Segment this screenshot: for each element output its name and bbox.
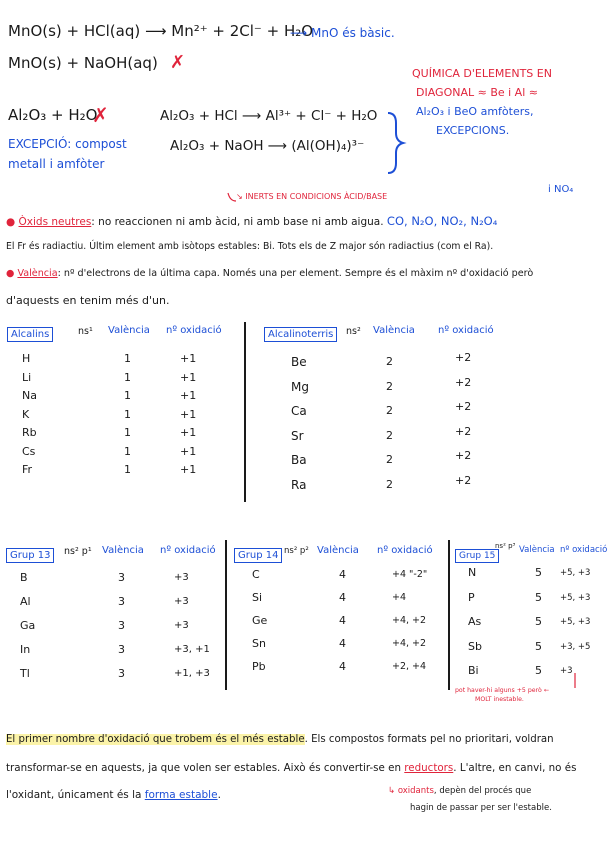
alcalins-valencies	[124, 350, 131, 480]
ox-value: +3	[174, 620, 189, 631]
ox-value: +3, +1	[174, 644, 210, 655]
bullet-icon: ●	[6, 268, 15, 279]
valencia-value: 1	[124, 426, 131, 439]
bottom-text: . Els compostos formats pel no prioritari, voldran	[304, 734, 554, 745]
valencia-value: 2	[386, 379, 393, 393]
ox-value: +1	[180, 389, 197, 402]
element-symbol: Ba	[291, 453, 307, 467]
reaction-mno-naoh: MnO(s) + NaOH(aq)	[8, 54, 158, 72]
ox-value: +3, +5	[560, 641, 591, 652]
element-symbol: Si	[252, 591, 263, 604]
grup15-valencia-header: València	[519, 545, 555, 555]
radioactive-line: El Fr és radiactiu. Últim element amb isòtops estables: Bi. Tots els de Z major són radiactius (com el Ra).	[6, 241, 494, 252]
diagonal-note-line: EXCEPCIONS.	[436, 124, 510, 137]
alcalinoterris-header	[264, 322, 337, 341]
diagonal-note	[412, 64, 552, 140]
diagonal-note-line: Al₂O₃ i BeO amfòters,	[416, 105, 534, 118]
bi-note-line: pot haver-hi alguns +5 però ←	[455, 687, 549, 694]
element-symbol: Fr	[22, 463, 33, 476]
oxidants-text: , depèn del procés que	[433, 786, 532, 796]
valencia-value: 3	[118, 595, 125, 608]
grup13-valencies	[118, 566, 125, 686]
reaction-al2o3-hcl: Al₂O₃ + HCl ⟶ Al³⁺ + Cl⁻ + H₂O	[160, 108, 378, 124]
element-symbol: Be	[291, 355, 307, 369]
valencia-value: 1	[124, 389, 131, 402]
diagonal-note-red: DIAGONAL ≈ Be i Al ≈	[416, 86, 538, 99]
bottom-line-2	[6, 762, 576, 774]
element-symbol: Li	[22, 370, 32, 384]
bottom-text: . L'altre, en canvi, no és	[453, 762, 577, 774]
valencia-value: 1	[124, 444, 131, 458]
ox-value: +3	[174, 572, 189, 583]
grup13-ox-header: nº oxidació	[160, 545, 216, 556]
ox-value: +2	[455, 473, 472, 487]
element-symbol: Mg	[291, 379, 309, 394]
element-symbol: Ca	[291, 404, 307, 418]
grup13-valencia-header: València	[102, 545, 144, 556]
alcalinoterris-valencies	[386, 350, 393, 497]
valencia-value: 1	[124, 463, 131, 476]
curly-brace	[388, 113, 403, 173]
reaction-al2o3-h2o: Al₂O₃ + H₂O	[8, 106, 98, 124]
valencia-value: 3	[118, 619, 125, 632]
alcalins-ox-header: nº oxidació	[166, 325, 222, 336]
diagonal-note-line: QUÍMICA D'ELEMENTS EN	[412, 67, 552, 80]
valencia-value: 2	[386, 428, 393, 442]
ox-value: +4, +2	[392, 638, 427, 649]
valencia-value: 4	[339, 660, 346, 673]
alcalins-config: ns¹	[78, 326, 93, 337]
valencia-value: 3	[118, 643, 125, 656]
valencia-value: 1	[124, 370, 131, 384]
valencia-value: 4	[339, 591, 346, 604]
exception-note-line: EXCEPCIÓ: compost	[8, 137, 127, 151]
exception-note	[8, 134, 127, 174]
valencia-value: 5	[535, 664, 542, 677]
ox-value: +4	[392, 592, 407, 603]
alcalins-ox	[180, 350, 196, 480]
oxidants-note	[388, 786, 531, 796]
element-symbol: Al	[20, 595, 31, 608]
valencia-value: 2	[386, 453, 393, 466]
no4-note: i NO₄	[548, 184, 574, 195]
ox-value: +2, +4	[392, 661, 427, 672]
bullet-icon: ●	[6, 216, 16, 228]
valencia-line	[6, 268, 533, 279]
ox-value: +4 "-2"	[392, 569, 428, 580]
grup15-elements	[468, 561, 482, 684]
ox-value: +2	[455, 449, 472, 462]
ox-value: +1	[180, 352, 197, 365]
ox-value: +5, +3	[560, 568, 591, 578]
ox-value: +4, +2	[392, 615, 427, 626]
element-symbol: P	[468, 590, 475, 604]
grup13-title: Grup 13	[6, 548, 54, 563]
element-symbol: K	[22, 407, 30, 421]
valencia-value: 4	[339, 568, 346, 581]
bottom-text: l'oxidant, únicament és la	[6, 789, 145, 801]
ox-value: +1, +3	[174, 668, 210, 679]
mno-basic-note: ⟶ MnO és bàsic.	[290, 26, 395, 40]
grup15-header	[455, 543, 499, 562]
grup14-ox	[392, 563, 427, 678]
oxidants-word: ↳ oxidants	[388, 786, 434, 796]
grup15-ox-header: nº oxidació	[560, 545, 607, 555]
valencia-value: 5	[535, 615, 542, 628]
alcalinoterris-ox-header: nº oxidació	[438, 325, 494, 336]
valencia-value: 3	[118, 571, 125, 584]
bottom-line-1	[6, 734, 554, 745]
alcalins-valencia-header: València	[108, 325, 150, 336]
valencia-value: 4	[339, 614, 346, 627]
grup13-elements	[20, 566, 35, 686]
grup14-config: ns² p²	[284, 546, 309, 556]
element-symbol: Sn	[252, 637, 266, 650]
ox-value: +5, +3	[560, 617, 591, 627]
valencia-value: 2	[386, 477, 393, 491]
inerts-arrow	[228, 193, 236, 201]
element-symbol: As	[468, 615, 482, 628]
element-symbol: Cs	[22, 444, 36, 458]
grup14-header	[234, 543, 282, 562]
element-symbol: Sr	[291, 428, 304, 443]
grup15-ox	[560, 561, 590, 684]
reaction-mno-hcl: MnO(s) + HCl(aq) ⟶ Mn²⁺ + 2Cl⁻ + H₂O	[8, 22, 314, 40]
element-symbol: Ge	[252, 614, 268, 627]
valencia-label: València	[17, 268, 58, 279]
ox-value: +2	[455, 351, 472, 364]
column-divider	[244, 322, 246, 502]
element-symbol: Rb	[22, 426, 37, 439]
grup15-valencies	[535, 561, 542, 684]
cross-mark: ✗	[170, 52, 186, 73]
grup14-valencies	[339, 563, 346, 678]
ox-value: +1	[180, 444, 197, 458]
element-symbol: H	[22, 352, 31, 365]
grup13-ox	[174, 566, 210, 686]
ox-value: +2	[455, 424, 472, 438]
alcalinoterris-valencia-header: València	[373, 325, 415, 336]
valencia-value: 4	[339, 637, 346, 650]
ox-value: +1	[180, 426, 197, 439]
oxids-text: : no reaccionen ni amb àcid, ni amb base ni amb aigua.	[91, 216, 384, 228]
element-symbol: N	[468, 566, 477, 579]
valencia-value: 1	[124, 352, 131, 365]
valencia-value: 2	[386, 355, 393, 368]
grup13-header	[6, 543, 54, 562]
reaction-al2o3-naoh: Al₂O₃ + NaOH ⟶ (Al(OH)₄)³⁻	[170, 138, 365, 154]
oxids-line	[6, 214, 497, 228]
grup13-config: ns² p¹	[64, 546, 92, 557]
grup14-ox-header: nº oxidació	[377, 545, 433, 556]
reductors-word: reductors	[404, 762, 454, 774]
forma-estable-word: forma estable	[144, 789, 218, 801]
bottom-text: transformar-se en aquests, ja que volen ser estables. Això és convertir-se en	[6, 762, 405, 774]
valencia-value: 1	[124, 407, 131, 421]
element-symbol: Na	[22, 389, 37, 402]
ox-value: +1	[180, 463, 197, 476]
cross-mark: ✗	[92, 103, 109, 127]
grup14-elements	[252, 563, 267, 678]
diagonal-note-line	[416, 83, 552, 102]
oxidants-note-2: hagin de passar per ser l'estable.	[410, 803, 552, 813]
element-symbol: B	[20, 571, 28, 584]
bi-note	[455, 686, 549, 704]
exception-note-line: metall i amfòter	[8, 157, 105, 171]
bottom-text: .	[217, 789, 221, 801]
ox-value: +1	[180, 407, 197, 421]
ox-value: +5, +3	[560, 592, 591, 603]
inerts-note: ↘ INERTS EN CONDICIONS ÀCID/BASE	[236, 192, 388, 201]
oxids-label: Òxids neutres	[18, 216, 92, 228]
element-symbol: Bi	[468, 664, 479, 677]
valencia-value: 5	[535, 590, 542, 604]
element-symbol: Pb	[252, 660, 266, 673]
ox-value: +3	[560, 666, 573, 676]
alcalinoterris-ox	[455, 346, 471, 493]
alcalinoterris-title: Alcalinoterris	[264, 327, 337, 342]
element-symbol: In	[20, 643, 31, 656]
grup14-valencia-header: València	[317, 545, 359, 556]
valencia-value: 5	[535, 566, 542, 579]
element-symbol: Sb	[468, 639, 482, 653]
element-symbol: C	[252, 568, 260, 581]
grup15-title: Grup 15	[455, 549, 499, 563]
alcalins-header	[7, 322, 53, 341]
element-symbol: Tl	[20, 667, 30, 680]
oxids-examples: CO, N₂O, NO₂, N₂O₄	[386, 214, 498, 228]
valencia-text: : nº d'electrons de la última capa. Només una per element. Sempre és el màxim nº d'oxidació però	[57, 268, 534, 279]
column-divider	[448, 540, 450, 690]
bi-note-line: MOLT inestable.	[475, 696, 524, 703]
column-divider	[225, 540, 227, 690]
alcalins-elements	[22, 350, 37, 480]
ox-value: +2	[455, 375, 472, 389]
valencia-line-2: d'aquests en tenim més d'un.	[6, 294, 170, 307]
alcalinoterris-config: ns²	[346, 326, 361, 337]
alcalins-title: Alcalins	[7, 327, 53, 342]
ox-value: +2	[455, 400, 472, 413]
bottom-line-3	[6, 789, 221, 801]
grup15-config: ns² p³	[495, 542, 516, 550]
grup14-title: Grup 14	[234, 548, 282, 563]
alcalinoterris-elements	[291, 350, 309, 497]
valencia-value: 2	[386, 404, 393, 417]
ox-value: +1	[180, 370, 197, 384]
element-symbol: Ra	[291, 477, 307, 492]
stable-highlight: El primer nombre d'oxidació que trobem és el més estable	[6, 734, 305, 745]
element-symbol: Ga	[20, 619, 36, 632]
ox-value: +3	[174, 596, 189, 607]
valencia-value: 3	[118, 667, 125, 680]
valencia-value: 5	[535, 639, 542, 653]
